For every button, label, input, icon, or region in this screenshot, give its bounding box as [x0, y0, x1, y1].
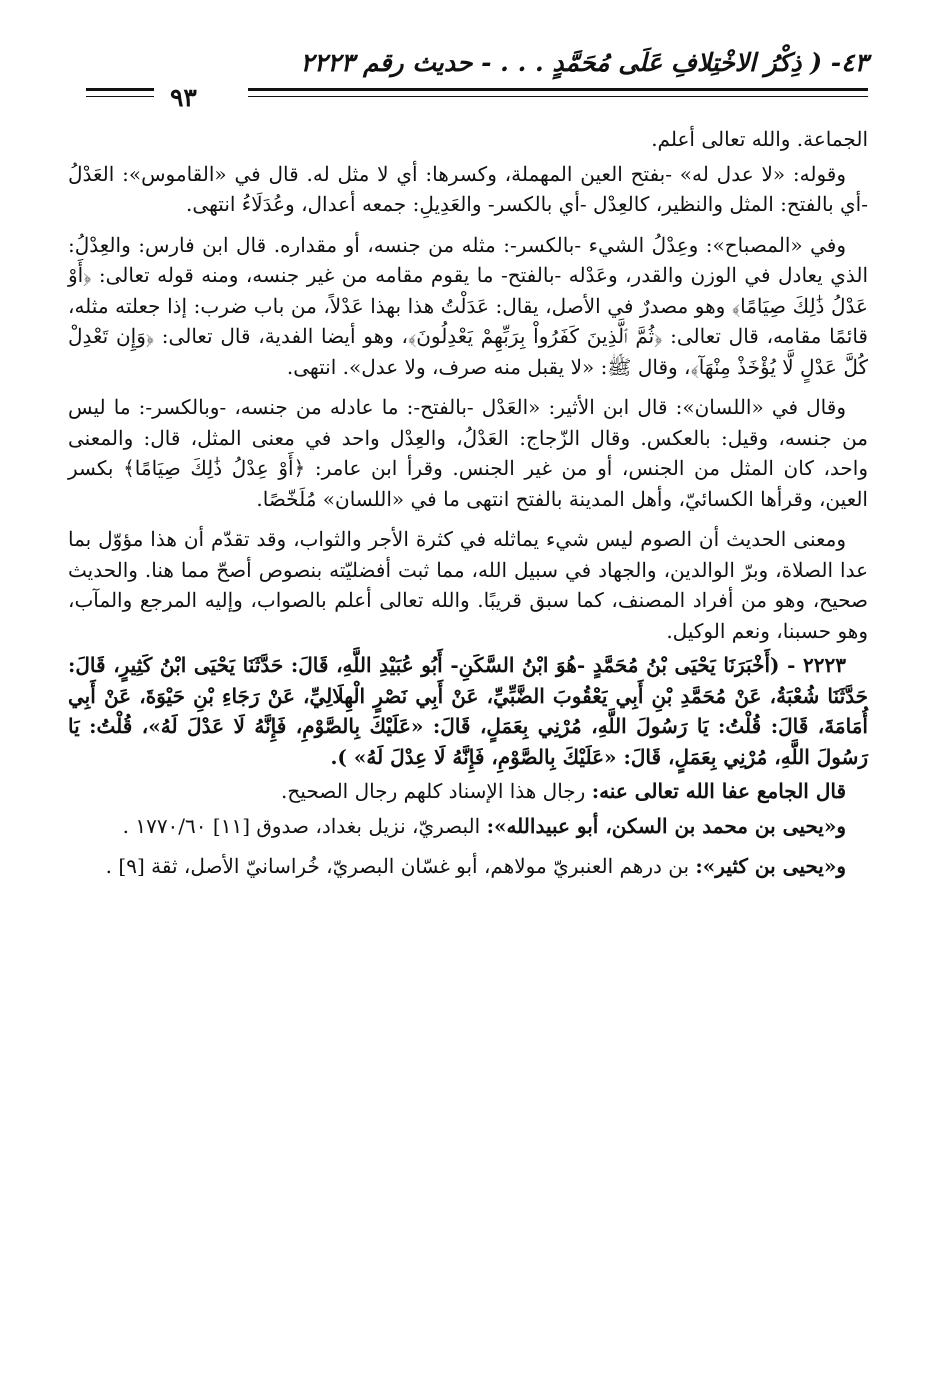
narrator-description: البصريّ، نزيل بغداد، صدوق [١١] ١٧٧٠/٦٠ .: [122, 813, 487, 838]
header-rule-thin: [248, 96, 868, 97]
narrator-name: و«يحيى بن كثير»:: [695, 854, 846, 878]
page-number: ٩٣: [170, 83, 197, 112]
jami-label: قال الجامع عفا الله تعالى عنه:: [591, 779, 846, 803]
header-rule-thick: [248, 88, 868, 91]
narrator-name: و«يحيى بن محمد بن السكن، أبو عبيدالله»:: [486, 813, 846, 838]
header-rule-thick-left: [86, 88, 154, 91]
header-rule-thin-left: [86, 96, 154, 97]
paragraph-jami-note: [68, 776, 868, 807]
paragraph-narrator-yahya-ibn-muhammad: [68, 811, 868, 842]
paragraph-adl-meaning: وقوله: «لا عدل له» -بفتح العين المهملة، وكسرها: أي لا مثل له. قال في «القاموس»: العَدْلُ -أي بالفتح: المثل والنظير، كالعِدْل -أي بالكسر- والعَدِيلِ: جمعه أعدال، وعُدَلَاءُ انتهى.: [68, 161, 868, 216]
paragraph-narrator-yahya-ibn-kathir: [68, 851, 868, 882]
chapter-title: ٤٣- ( ذِكْرُ الاخْتِلافِ عَلَى مُحَمَّدٍ . . . - حديث رقم ٢٢٢٣: [300, 48, 868, 77]
hadith-text: ٢٢٢٣ - (أَخْبَرَنَا يَحْيَى بْنُ مُحَمَّدٍ -هُوَ ابْنُ السَّكَنِ- أَبُو عُبَيْدِ اللَّهِ، قَالَ: حَدَّثَنَا يَحْيَى ابْنُ كَثِيرٍ، قَالَ: حَدَّثَنَا شُعْبَةُ، عَنْ مُحَمَّدِ بْنِ أَبِي يَعْقُوبَ الضَّبِّيِّ، عَنْ أَبِي نَصْرٍ الْهِلَالِيِّ، عَنْ رَجَاءِ بْنِ حَيْوَةَ، عَنْ أَبِي أُمَامَةَ، قَالَ: قُلْتُ: يَا رَسُولَ اللَّهِ، مُرْنِي بِعَمَلٍ، قَالَ: «عَلَيْكَ بِالصَّوْمِ، فَإِنَّهُ لَا عَدْلَ لَهُ»، قُلْتُ: يَا رَسُولَ اللَّهِ، مُرْنِي بِعَمَلٍ، قَالَ: «عَلَيْكَ بِالصَّوْمِ، فَإِنَّهُ لَا عِدْلَ لَهُ» ).: [68, 653, 868, 769]
paragraph-continuation: الجماعة. والله تعالى أعلم.: [651, 127, 868, 151]
paragraph-misbah: وفي «المصباح»: وعِدْلُ الشيء -بالكسر-: مثله من جنسه، أو مقداره. قال ابن فارس: والعِدْلُ: الذي يعادل في الوزن والقدر، وعَدْله -بالفتح- ما يقوم مقامه من غير جنسه، ومنه قوله تعالى: ﴿أَوْ عَدْلُ ذَٰلِكَ صِيَامًا﴾ وهو مصدرٌ في الأصل، يقال: عَدَلْتُ هذا بهذا عَدْلاً، من باب ضرب: إذا جعلته مثله، قائمًا مقامه، قال تعالى: ﴿ثُمَّ ٱلَّذِينَ كَفَرُواْ بِرَبِّهِمْ يَعْدِلُونَ﴾، وهو أيضا الفدية، قال تعالى: ﴿وَإِن تَعْدِلْ كُلَّ عَدْلٍ لَّا يُؤْخَذْ مِنْهَآ﴾، وقال ﷺ: «لا يقبل منه صرف، ولا عدل». انتهى.: [68, 232, 868, 379]
narrator-description: بن درهم العنبريّ مولاهم، أبو غسّان البصريّ، خُراسانيّ الأصل، ثقة [٩] .: [105, 854, 696, 878]
page-body: [68, 124, 868, 886]
page-header: [86, 40, 868, 112]
jami-text: رجال هذا الإسناد كلهم رجال الصحيح.: [281, 779, 592, 803]
paragraph-hadith-meaning: ومعنى الحديث أن الصوم ليس شيء يماثله في كثرة الأجر والثواب، وقد تقدّم أن هذا مؤوّل بما عدا الصلاة، وبرّ الوالدين، والجهاد في سبيل الله، مما ثبت أفضليّته بنصوص أصحّ مما هنا. والحديث صحيح، وهو من أفراد المصنف، كما سبق قريبًا. والله تعالى أعلم بالصواب، وإليه المرجع والمآب، وهو حسبنا، ونعم الوكيل.: [68, 527, 868, 643]
paragraph-lisan: وقال في «اللسان»: قال ابن الأثير: «العَدْل -بالفتح-: ما عادله من جنسه، -وبالكسر-: ما ليس من جنسه، وقيل: بالعكس. وقال الزّجاج: العَدْلُ، والعِدْل واحد في معنى المثل، قال: والمعنى واحد، كان المثل من الجنس، أو من غير الجنس. وقرأ ابن عامر: ﴿أَوْ عِدْلُ ذَٰلِكَ صِيَامًا﴾ بكسر العين، وقرأها الكسائيّ، وأهل المدينة بالفتح انتهى ما في «اللسان» مُلَخّصًا.: [68, 395, 868, 511]
